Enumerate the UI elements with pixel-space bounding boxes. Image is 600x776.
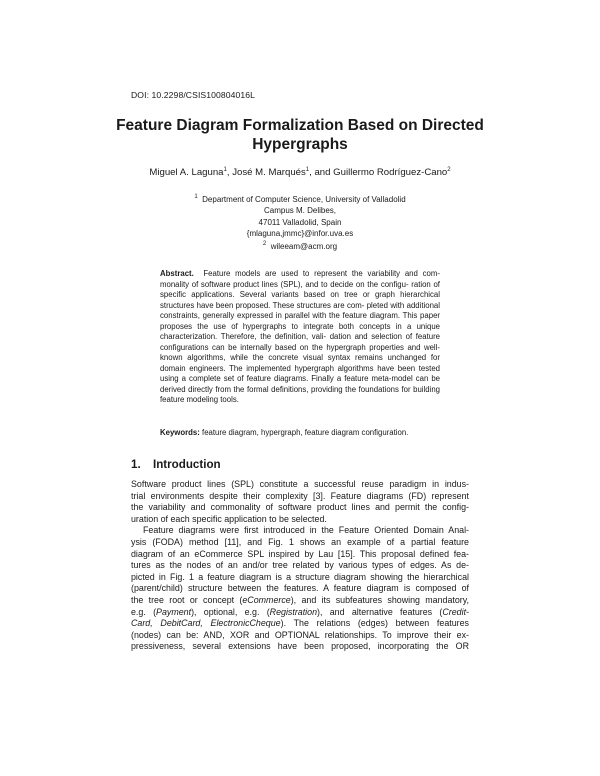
affiliation-mark: 1 (194, 194, 198, 200)
section-heading (131, 458, 221, 471)
paragraph-line: diagram of an eCommerce SPL inspired by Lau [15]. This proposal defined fea- (131, 548, 469, 559)
abstract-text: Abstract. Feature models are used to represent the variability and com- monality of software product lines (SPL), and to decide on the configu- ration of specific applications. Several variants based on tree or graph hierarchical structures have been proposed. These structures are com- pleted with additional constraints, generally expressed in parallel with the feature diagram. This paper proposes the use of hypergraphs to integrate both concepts in a unique characterization. Therefore, the definition, vali- dation and selection of feature configurations can be internally based on the hypergraph properties and well-known algorithms, while the concrete visual syntax remains unchanged for domain engineers. The implemented hypergraph algorithms have been tested using a complete set of feature diagrams. Finally a feature meta-model can be derived directly from the formal definitions, providing the foundations for building feature modeling tools. (160, 269, 441, 404)
section-number: 1. (131, 458, 141, 471)
author-affiliation-mark: 1 (305, 167, 310, 173)
author-list (0, 167, 600, 178)
affiliation-line (0, 239, 600, 252)
author-affiliation-mark: 2 (447, 167, 451, 173)
abstract-label: Abstract. (160, 269, 194, 278)
title-line: Hypergraphs (252, 136, 348, 153)
keywords-label: Keywords: (160, 428, 200, 437)
paragraph-line: Software product lines (SPL) constitute a successful reuse paradigm in indus- (131, 479, 469, 489)
affiliation-line: $^1$ Department of Computer Science, University of Valladolid (194, 194, 406, 204)
author-separator: , and (309, 167, 334, 178)
paragraph-line: uration of each specific application to be selected. (131, 513, 327, 524)
affiliation-email: {mlaguna,jmmc}@infor.uva.es (246, 228, 354, 238)
paragraph-line: the variability and commonality of software product lines and permit the config- (131, 502, 469, 513)
paragraph-line: Feature diagrams were first introduced in the Feature Oriented Domain Anal- (143, 525, 469, 536)
paragraph-line: ysis (FODA) method [11], and Fig. 1 shows an example of a partial feature (131, 536, 469, 547)
paragraph-line: trial environments despite their complexity [3]. Feature diagrams (FD) represent (131, 490, 469, 501)
author-separator: , (226, 167, 233, 178)
keywords (160, 428, 460, 437)
keywords-text: feature diagram, hypergraph, feature diagram configuration. (202, 428, 409, 437)
abstract (160, 269, 440, 406)
paragraph-line: the tree root or concept (eCommerce), and its subfeatures showing mandatory, (131, 594, 470, 605)
title-line: Feature Diagram Formalization Based on Directed (116, 117, 484, 134)
doi: DOI: 10.2298/CSIS100804016L (131, 90, 256, 100)
author-affiliation-mark: 1 (223, 167, 227, 173)
paper-title (0, 116, 600, 154)
affiliation-email: wileeam@acm.org (270, 242, 338, 252)
paragraph-line: e.g. (Payment), optional, e.g. (Registration), and alternative features (Credit- (131, 606, 469, 617)
paragraph-line: (parent/child) structure between the features. A feature diagram is composed of (131, 583, 469, 594)
section-title: Introduction (153, 458, 221, 471)
affiliation-line: Campus M. Delibes, (263, 206, 337, 216)
paragraph-line: pressiveness, several extensions have been proposed, incorporating the OR (131, 641, 469, 652)
affiliation-line: 47011 Valladolid, Spain (258, 217, 342, 227)
affiliation-mark: 2 (262, 241, 267, 248)
affiliations (0, 192, 600, 252)
paragraph-line: tures as the nodes of an and/or tree related by various types of edges. As de- (131, 560, 469, 571)
author-name: Miguel A. Laguna (149, 167, 224, 178)
paragraph-line: picted in Fig. 1 a feature diagram is a structure diagram showing the hierarchical (131, 571, 469, 582)
author-name: Guillermo Rodríguez-Cano (333, 167, 448, 178)
paragraph-line: Card, DebitCard, ElectronicCheque). The relations (edges) between features (131, 618, 469, 629)
paragraph-line: (nodes) can be: AND, XOR and OPTIONAL relationships. To improve their ex- (131, 629, 469, 640)
author-name: José M. Marqués (232, 167, 306, 178)
body-text (131, 479, 469, 653)
